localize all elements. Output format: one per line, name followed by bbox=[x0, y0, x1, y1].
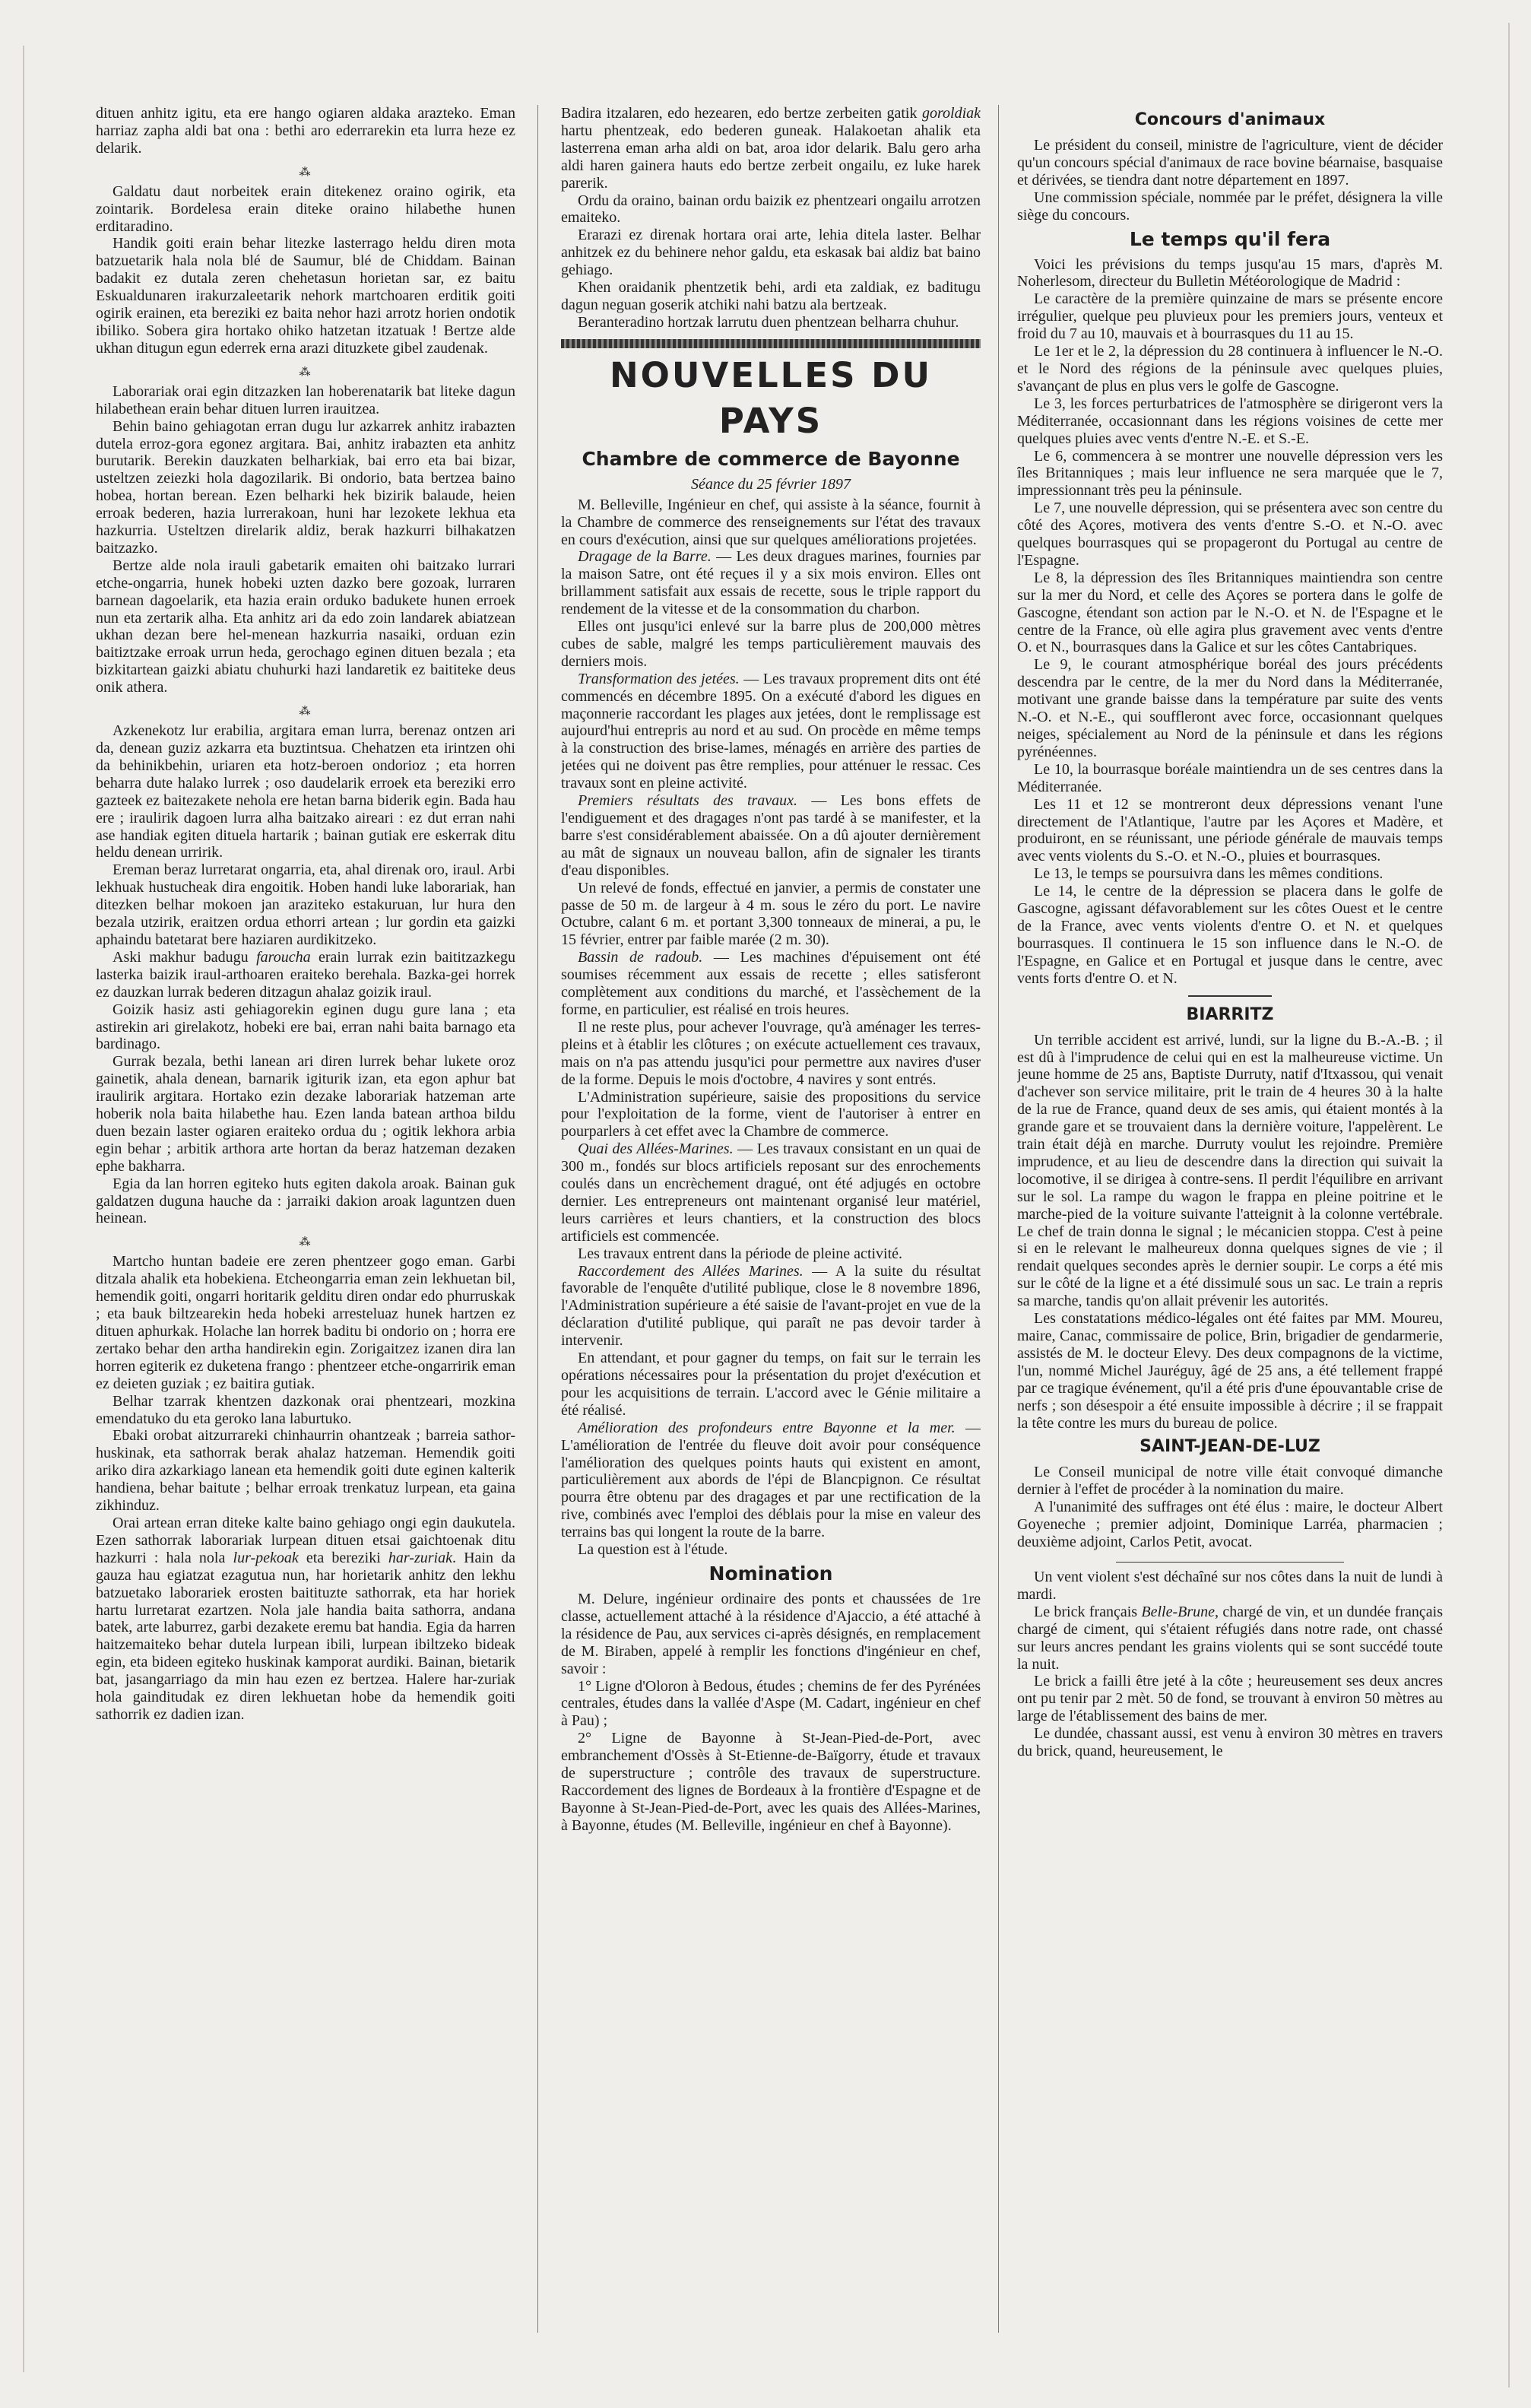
paragraph: Il ne reste plus, pour achever l'ouvrage, qu'à aménager les terres-pleins et à établir les clôtures ; on exécute actuellement ces travaux, mais on n'a pas attendu jusqu'ici pour permettre aux navires d'user de la forme. Depuis le mois d'octobre, 4 navires y sont entrés. bbox=[561, 1018, 981, 1088]
paragraph: Goizik hasiz asti gehiagorekin eginen dugu gure lana ; eta astirekin ari girelakotz, hobeki ere bai, erran nahi baita barnago eta bardinago. bbox=[96, 1001, 515, 1053]
text-run: — A la suite du résultat favorable de l'enquête d'utilité publique, close le 8 novembre 1896, l'Administration supérieure a été saisie de l'avant-projet en vue de la déclaration d'utilité publique, qui paraît ne pas devoir tarder à intervenir. bbox=[561, 1262, 981, 1350]
paragraph: Handik goiti erain behar litezke lasterrago heldu diren mota batzuetarik hala nola blé de Saumur, blé de Chiddam. Bainan badakit ez dutala zeren chehetasun horietan sar, ez baitu Eskualdunaren irakurzaleetarik nehork martchoaren erditik goiti ogirik erainen, eta bereziki ez baita nehor hazi arrotz horien ondotik ibiliko. Sobera gira hortako ohiko hatzetan itzatuak ! Bertze alde ukhan ditugun egun ederrek erna arazi dituzkete gibel zaudenak. bbox=[96, 235, 515, 357]
paragraph: dituen anhitz igitu, eta ere hango ogiaren aldaka arazteko. Eman harriaz zapha aldi bat ona : bethi aro ederrarekin eta lurra heze ez delarik. bbox=[96, 105, 515, 157]
paragraph: Elles ont jusqu'ici enlevé sur la barre plus de 200,000 mètres cubes de sable, malgré les temps particulièrement mauvais des derniers mois. bbox=[561, 618, 981, 670]
paragraph bbox=[561, 949, 981, 1019]
text-run: — Les deux dragues marines, fournies par la maison Satre, ont été reçues il y a six mois environ. Elles ont brillamment satisfait aux essais de recette, sous le triple rapport du rendement de la vitesse et de la consommation du charbon. bbox=[561, 548, 981, 618]
subheading: Transformation des jetées. bbox=[578, 670, 740, 687]
italic-term: farouchа bbox=[256, 948, 311, 966]
text-run: Orai artean erran diteke kalte baino gehiago ongi egin daukutela. Ezen sathorrak laborariak lurpean dituen etsai gaichtoenak ditu hazkurri : hala nola bbox=[96, 1514, 515, 1566]
paragraph bbox=[561, 548, 981, 618]
paragraph: A l'unanimité des suffrages ont été élus : maire, le docteur Albert Goyeneche ; premier adjoint, Dominique Larréa, pharmacien ; deuxième adjoint, Carlos Petit, avocat. bbox=[1017, 1499, 1443, 1551]
text-run: — Les travaux proprement dits ont été commencés en décembre 1895. On a exécuté d'abord les digues en maçonnerie raccordant les plages aux jetées, dont le remplissage est aujourd'hui entrepris au nord et au sud. On procède en même temps à la construction des brise-lames, ménagés en arrière des parties de jetées qui ne doivent pas être remplies, pour atténuer le ressac. Ces travaux sont en pleine activité. bbox=[561, 670, 981, 792]
paragraph: Un terrible accident est arrivé, lundi, sur la ligne du B.-A.-B. ; il est dû à l'imprudence de celui qui en est la malheureuse victime. Un jeune homme de 25 ans, Baptiste Durruty, natif d'Itxassou, qui venait d'achever son service militaire, prit le train de 4 heures 30 à la halte de la rue de France, quand deux de ses amis, qui étaient montés à la grande gare et se trouvaient dans la dernière voiture, l'appelèrent. Le train était déjà en marche. Durruty voulut les rejoindre. Première imprudence, et au lieu de descendre dans la direction qui suivait la locomotive, il se dirigea à contre-sens. Il perdit l'équilibre en arrivant sur le sol. La rampe du wagon le frappa en pleine poitrine et le marche-pied de la voiture suivante l'atteignit à la colonne vertébrale. Le chef de train donna le signal ; le mécanicien stoppa. C'est à peine si en le relevant le malheureux donna quelques signes de vie ; il rendait quelques secondes après le dernier soupir. Le corps a été mis sur le côté de la ligne et a été dissimulé sous un sac. Le train a repris sa marche, tandis qu'on allait prévenir les autorités. bbox=[1017, 1031, 1443, 1310]
paragraph: Behin baino gehiagotan erran dugu lur azkarrek anhitz irabazten dutela erroz-gora egonez argitara. Bai, anhitz irabazten eta anhitz burutarik. Berekin dauzkaten belharkiak, bai erro eta bai bizar, usteltzen zeiezki hola dagozilarik. Bi ondorio, bata bertzea baino hobea, hortan berean. Ezen belharki hek bizirik balaude, heien erroak bederen, hazia lurrerakoan, huni har lezokete lekhua eta hazkurria. Usteltzen direlarik aldiz, berak hazkurri bilhakatzen baitzazko. bbox=[96, 417, 515, 557]
paragraph: 2° Ligne de Bayonne à St-Jean-Pied-de-Port, avec embranchement d'Ossès à St-Etienne-de-Baïgorry, étude et travaux de superstructure ; contrôle des travaux de superstructure. Raccordement des lignes de Bordeaux à la frontière d'Espagne et de Bayonne à St-Jean-Pied-de-Port, avec les quais des Allées-Marines, à Bayonne, études (M. Belleville, ingénieur en chef à Bayonne). bbox=[561, 1730, 981, 1834]
paragraph: Khen oraidanik phentzetik behi, ardi eta zaldiak, ez baditugu dagun neguan goserik atchiki nahi batzu ala bertzeak. bbox=[561, 279, 981, 313]
paragraph: Le 1er et le 2, la dépression du 28 continuera à influencer le N.-O. et le Nord des régions de la péninsule avec quelques pluies, s'avançant de plus en plus vers le golfe de Gascogne. bbox=[1017, 343, 1443, 395]
paragraph: Ordu da oraino, bainan ordu baizik ez phentzeari ongailu arrotzen emaiteko. bbox=[561, 192, 981, 227]
column-regional-news bbox=[1017, 105, 1443, 2378]
paragraph: M. Belleville, Ingénieur en chef, qui assiste à la séance, fournit à la Chambre de commerce des renseignements sur l'état des travaux en cours d'exécution, ainsi que sur quelques améliorations projetées. bbox=[561, 496, 981, 548]
paragraph: Le brick a failli être jeté à la côte ; heureusement ses deux ancres ont pu tenir par 2 mèt. 50 de fond, se trouvant à environ 50 mètres au large de l'établissement des bains de mer. bbox=[1017, 1673, 1443, 1725]
text-run: Aski makhur badugu bbox=[113, 948, 257, 966]
text-run: — Les machines d'épuisement ont été soumises récemment aux essais de recette ; elles satisferont complètement aux conditions du marché, et l'assèchement de la forme, en particulier, est réalisé en trois heures. bbox=[561, 949, 981, 1018]
paragraph bbox=[561, 1263, 981, 1350]
headline-temps: Le temps qu'il fera bbox=[1129, 227, 1331, 250]
paragraph bbox=[561, 105, 981, 192]
paragraph: Un relevé de fonds, effectué en janvier, a permis de constater une passe de 50 m. de largeur à 4 m. sous le zéro du port. Le navire Octubre, calant 6 m. et portant 3,300 tonneaux de minerai, a pu, le 15 février, entrer par faible marée (2 m. 30). bbox=[561, 879, 981, 949]
paragraph: Laborariak orai egin ditzazken lan hoberenatarik bat liteke dagun hilabethean erain behar dituen lurren irauitzea. bbox=[96, 382, 515, 417]
paragraph: Le dundée, chassant aussi, est venu à environ 30 mètres en travers du brick, quand, heureusement, le bbox=[1017, 1725, 1443, 1760]
headline-biarritz: BIARRITZ bbox=[1186, 1004, 1274, 1024]
subheading: Dragage de la Barre. bbox=[578, 548, 712, 566]
asterism-divider: ⁂ bbox=[299, 366, 312, 379]
paragraph bbox=[561, 1141, 981, 1245]
headline-concours: Concours d'animaux bbox=[1134, 110, 1326, 129]
paragraph: Le 10, la bourrasque boréale maintiendra un de ses centres dans la Méditerranée. bbox=[1017, 760, 1443, 795]
paragraph: Beranteradino hortzak larrutu duen phentzean belharra chuhur. bbox=[578, 313, 959, 331]
headline-chambre-commerce: Chambre de commerce de Bayonne bbox=[582, 447, 960, 470]
paragraph: Ebaki orobat aitzurrareki chinhaurrin ohantzeak ; barreia sathor-huskinak, eta sathorrak berak ahalaz hatzeman. Hemendik goiti ariko dira azkarkiago lanean eta hemendik goiti dute eginen kalterik handiena, behar baitute ; belhar erroak trenkatuz lurpean, eta gaina zikhinduz. bbox=[96, 1427, 515, 1515]
paragraph: Le 8, la dépression des îles Britanniques maintiendra son centre sur la mer du Nord, et celle des Açores se portera dans le golfe de Gascogne, étendant son action par le N.-O. et N. de l'Espagne et le centre de la France, où elle agira plus gravement avec vents d'entre O. et N., bourrasques dans la Galice et sur les côtes Cantabriques. bbox=[1017, 569, 1443, 656]
paragraph: Le 9, le courant atmosphérique boréal des jours précédents descendra par le centre, de la mer du Nord dans la Méditerranée, motivant une grande baisse dans la température par suite des vents N.-O. et N.-E., qui souffleront avec force, occasionnant quelques neiges, spécialement au Nord de la péninsule et dans les régions pyrénéennes. bbox=[1017, 656, 1443, 760]
subheading: Raccordement des Allées Marines. bbox=[578, 1262, 804, 1280]
paragraph: M. Delure, ingénieur ordinaire des ponts et chaussées de 1re classe, actuellement attaché à la résidence d'Ajaccio, a été attaché à la résidence de Pau, aux services ci-après désignés, en remplacement de M. Biraben, appelé à remplir les fonctions d'ingénieur en chef, savoir : bbox=[561, 1590, 981, 1677]
column-local-news bbox=[561, 105, 981, 2378]
paragraph: Le 13, le temps se poursuivra dans les mêmes conditions. bbox=[1034, 865, 1384, 883]
paragraph: Le 3, les forces perturbatrices de l'atmosphère se dirigeront vers la Méditerranée, occasionnant dans les régions voisines de cette mer quelques pluies avec vents d'entre N.-E. et S.-E. bbox=[1017, 395, 1443, 447]
paragraph: Martcho huntan badeie ere zeren phentzeer gogo eman. Garbi ditzala ahalik eta hobekiena. Etcheongarria eman zein lekhuetan bil, hemendik goiti, ongarri horitarik gelditu diren ondar edo phurruskak ; eta bauk biltzearekin heda hobeki arresteluaz hunek hartzen ez dituen aphurkak. Holache lan horrek baditu bi ondorio on ; horra ere zertako behar den artha handirekin egin. Zorigaitzez izanen dira lan horren egiterik ez duketena frango : phentzeer etche-ongarririk eman ez deieten guziak ; ez baitira gutiak. bbox=[96, 1253, 515, 1392]
paragraph: Une commission spéciale, nommée par le préfet, désignera la ville siège du concours. bbox=[1017, 189, 1443, 224]
paragraph: Le 7, une nouvelle dépression, qui se présentera avec son centre du côté des Açores, motivera des vents d'entre S.-O. et N.-O. avec quelques bourrasques qui se propageront du Portugal au centre de l'Espagne. bbox=[1017, 500, 1443, 569]
paragraph bbox=[561, 1420, 981, 1541]
italic-term: lur-pekoak bbox=[233, 1549, 299, 1566]
paragraph bbox=[561, 671, 981, 792]
paragraph: Le caractère de la première quinzaine de mars se présente encore irrégulier, quelque peu pluvieux pour les premiers jours, venteux et froid du 7 au 10, mauvais et à bourrasques du 11 au 15. bbox=[1017, 290, 1443, 343]
page-edge-rule-right bbox=[1508, 23, 1510, 2387]
column-separator-1 bbox=[537, 105, 538, 2333]
paragraph: L'Administration supérieure, saisie des propositions du service pour l'exploitation de la forme, vient de l'autoriser à entrer en pourparlers à cet effet avec la Chambre de commerce. bbox=[561, 1088, 981, 1141]
column-basque-agriculture bbox=[96, 105, 515, 2378]
paragraph: Galdatu daut norbeitek erain ditekenez oraino ogirik, eta zointarik. Bordelesa erain diteke oraino hilabethe hunen erditaradino. bbox=[96, 182, 515, 235]
section-heading-nouvelles: NOUVELLES DU PAYS bbox=[609, 354, 933, 441]
paragraph: Azkenekotz lur erabilia, argitara eman lurra, berenaz ontzen ari da, denean guziz azkarra eta buztintsua. Chehatzen eta irintzen ohi da behinikbehin, uriaren eta hotz-beroen ondorioz ; eta horren beharra dute halako lurrek ; oso daudelarik erroek eta bereziki erro gazteek ez baitezakete nehola ere hetan barna biderik egin. Bada hau ere ; iraulirik dagoen lurra alha baitzako aireari : ez dut erran nahi ase handiak egiten dituela hartarik ; bainan gutiak ere eskerrak ditu heldu denean urririk. bbox=[96, 722, 515, 861]
paragraph bbox=[96, 949, 515, 1001]
paragraph: Erarazi ez direnak hortara orai arte, lehia ditela laster. Belhar anhitzek ez du behinere nehor galdu, eta eskasak bai aldiz bat baino gehiago. bbox=[561, 227, 981, 279]
paragraph: Les constatations médico-légales ont été faites par MM. Moureu, maire, Canac, commissaire de police, Brin, brigadier de gendarmerie, assistés de M. le docteur Elevy. Des deux compagnons de la victime, l'un, nommé Michel Jauréguy, âgé de 25 ans, a été tellement frappé par ce tragique événement, qu'il a été pris d'une épouvantable crise de nerfs ; son désespoir a été ensuite impossible à décrire ; il se frappait la tête contre les murs du bureau de police. bbox=[1017, 1310, 1443, 1432]
session-date: Séance du 25 février 1897 bbox=[691, 475, 851, 493]
paragraph: Un vent violent s'est déchaîné sur nos côtes dans la nuit de lundi à mardi. bbox=[1017, 1568, 1443, 1603]
text-run: erain lurrak ezin baititzazkegu lasterka baizik iraul-arthoaren eraiteko berehala. Bazka-gei horrek ez dauzkan lurrak bederen ditzagun ahalaz goizik iraul. bbox=[96, 948, 515, 1001]
paragraph bbox=[1017, 1604, 1443, 1674]
divider-rule bbox=[1188, 995, 1272, 997]
text-run: Badira itzalaren, edo hezearen, edo bertze zerbeiten gatik bbox=[561, 105, 922, 122]
italic-term: har-zuriak bbox=[388, 1549, 452, 1566]
paragraph: Belhar tzarrak khentzen dazkonak orai phentzeari, mozkina emendatuko du eta geroko lana laburtuko. bbox=[96, 1392, 515, 1427]
paragraph: Le 6, commencera à se montrer une nouvelle dépression vers les îles Britanniques ; mais leur influence ne sera marquée que le 7, impressionnant très peu la péninsule. bbox=[1017, 447, 1443, 500]
asterism-divider: ⁂ bbox=[299, 1236, 312, 1249]
paragraph: Les 11 et 12 se montreront deux dépressions venant l'une directement de l'Atlantique, l'autre par les Açores et Madère, et produiront, en se réunissant, une période générale de mauvais temps avec vents violents du S.-O. et N.-O., pluies et bourrasques. bbox=[1017, 795, 1443, 865]
divider-rule bbox=[1116, 1562, 1344, 1563]
paragraph: En attendant, et pour gagner du temps, on fait sur le terrain les opérations nécessaires pour la présentation du projet d'exécution et pour les acquisitions de terrain. L'accord avec le Génie militaire a été réalisé. bbox=[561, 1350, 981, 1419]
text-run: — Les travaux consistant en un quai de 300 m., fondés sur blocs artificiels reposant sur des enrochements coulés dans un encrèchement dragué, ont été adjugés en octobre dernier. Les entrepreneurs ont maintenant organisé leur matériel, leurs carrières et leurs chantiers, et la construction des blocs artificiels est commencée. bbox=[561, 1141, 981, 1245]
text-run: . Hain da gauza hau egiatzat ezagutua nun, har horietarik anhitz den lekhu batzuetako laborariek erosten baitituzte sathorrak, eta har horiek hartu lurretarat ezartzen. Nola jale handia baita sathorra, andana batek, arte laburrez, garbi dezakete eremu bat handia. Egia da harren haitzemaiteko behar dutela lurpean ibili, lurpean ibiltzeko bideak egin, eta bideen egiteko huskinak kamporat aurdiki. Bainan, bietarik bat, jasangarriago da min hau ezen ez bertzea. Halere har-zuriak hola gainditudak ez diren lekhuetan hobe da hemendik goiti sathorrik ez dadien izan. bbox=[96, 1549, 515, 1723]
paragraph: 1° Ligne d'Oloron à Bedous, études ; chemins de fer des Pyrénées centrales, études dans la vallée d'Aspe (M. Cadart, ingénieur en chef à Pau) ; bbox=[561, 1677, 981, 1730]
text-run: — Les bons effets de l'endiguement et des dragages n'ont pas tardé à se manifester, et la barre s'est considérablement abaissée. On a dû ajouter dernièrement au mât de signaux un nouveau ballon, afin de signaler les tirants d'eau disponibles. bbox=[561, 792, 981, 879]
paragraph: Le 14, le centre de la dépression se placera dans le golfe de Gascogne, agissant défavorablement sur les côtes Ouest et le centre de la France, avec vents violents d'entre O. et N. et quelques bourrasques. Il continuera le 15 son influence dans le N.-O. de l'Espagne, en Galice et en Portugal et jusque dans le centre, avec vents forts d'entre O. et N. bbox=[1017, 883, 1443, 987]
decorative-rule bbox=[561, 339, 981, 348]
paragraph: Voici les prévisions du temps jusqu'au 15 mars, d'après M. Noherlesom, directeur du Bulletin Météorologique de Madrid : bbox=[1017, 255, 1443, 290]
paragraph: Gurrak bezala, bethi lanean ari diren lurrek behar lukete oroz gainetik, ahala denean, barnarik igiturik izan, eta egon aphur bat iraulirik argitara. Hortako ezin dezake laborariak hatzeman arte hoberik nola baita hilabethe hau. Ezen landa batean arthoa bildu duen bezain laster ogiaren eraiteko ordua du ; ogitik lekhora arbia egin behar ; arbitik arthora arte hortan da beraz hatzeman dezaken ephe bakharra. bbox=[96, 1053, 515, 1175]
text-run: , chargé de vin, et un dundée français chargé de ciment, qui s'étaient réfugiés dans notre rade, ont chassé sur leurs ancres pendant les grains violents qui se sont succédé toute la nuit. bbox=[1017, 1603, 1443, 1673]
page-edge-rule-left bbox=[23, 46, 24, 2372]
paragraph: Le Conseil municipal de notre ville était convoqué dimanche dernier à l'effet de procéder à la nomination du maire. bbox=[1017, 1464, 1443, 1499]
paragraph: Le président du conseil, ministre de l'agriculture, vient de décider qu'un concours spécial d'animaux de race bovine béarnaise, basquaise et dérivées, se tiendra dant notre département en 1897. bbox=[1017, 137, 1443, 189]
asterism-divider: ⁂ bbox=[299, 706, 312, 719]
italic-term: goroldiak bbox=[921, 105, 981, 122]
paragraph: Bertze alde nola irauli gabetarik emaiten ohi baitzako lurrari etche-ongarria, hunek hobeki uzten dazko bere gozoak, lurraren barnean dagoelarik, eta hazia erain orduko badukete hunen erroek nun eta zertarik alha. Eta anhitz ari da edo zoin landarek abiatzean ukhan dezan bere hel-menean hazkurria nasaiki, orduan ezin baitiztzake erroak urrun heda, gerochago eginen dituen bezala ; eta bizkitartean gaizki abiatu chuhurki hazi landaretik ez baititeke deus onik athera. bbox=[96, 557, 515, 696]
asterism-divider: ⁂ bbox=[299, 166, 312, 179]
paragraph: Egia da lan horren egiteko huts egiten dakola aroak. Bainan guk galdatzen duguna hauche da : jarraiki dakion aroak laguntzen duen heinean. bbox=[96, 1175, 515, 1227]
paragraph: Ereman beraz lurretarat ongarria, eta, ahal direnak oro, iraul. Arbi lekhuak hustucheak dira engoitik. Hoben handi luke laborariak, han ditezken belhar mokoen jan araziteko estakuruan, lur hura den bezala utzirik, eraitzen ordua ethorri artean ; lur gordin eta gaizki aphaindu batetarat bere haziaren aurdikitzeko. bbox=[96, 861, 515, 948]
subheading: Premiers résultats des travaux. bbox=[578, 792, 798, 810]
text-run: Le brick français bbox=[1034, 1603, 1142, 1620]
ship-name: Belle-Brune bbox=[1141, 1603, 1216, 1620]
text-run: eta bereziki bbox=[298, 1549, 388, 1566]
headline-saint-jean-de-luz: SAINT-JEAN-DE-LUZ bbox=[1140, 1437, 1320, 1457]
paragraph: Les travaux entrent dans la période de pleine activité. bbox=[578, 1245, 903, 1262]
text-run: hartu phentzeak, edo bederen guneak. Halakoetan ahalik eta lasterrena eman arha aldi on bat, aroa idor delarik. Balu gero arha aldi haren gainera hauts edo bertze zerbeit ongailu, ez luke harek parerik. bbox=[561, 122, 981, 192]
paragraph bbox=[561, 792, 981, 880]
headline-nomination: Nomination bbox=[708, 1562, 833, 1585]
subheading: Amélioration des profondeurs entre Bayonne et la mer. bbox=[578, 1419, 956, 1436]
subheading: Bassin de radoub. bbox=[578, 949, 703, 966]
paragraph bbox=[96, 1515, 515, 1724]
paragraph: La question est à l'étude. bbox=[578, 1541, 728, 1559]
text-run: — L'amélioration de l'entrée du fleuve doit avoir pour conséquence l'amélioration des quelques points hauts qui existent en amont, particulièrement aux abords de l'épi de Blancpignon. Ce résultat pourra être obtenu par des dragages et par une rectification de la rive, combinés avec l'emploi des déblais pour la mise en valeur des terrains bas qui longent la route de la barre. bbox=[561, 1419, 981, 1541]
subheading: Quai des Allées-Marines. bbox=[578, 1141, 734, 1158]
column-separator-2 bbox=[998, 105, 999, 2333]
